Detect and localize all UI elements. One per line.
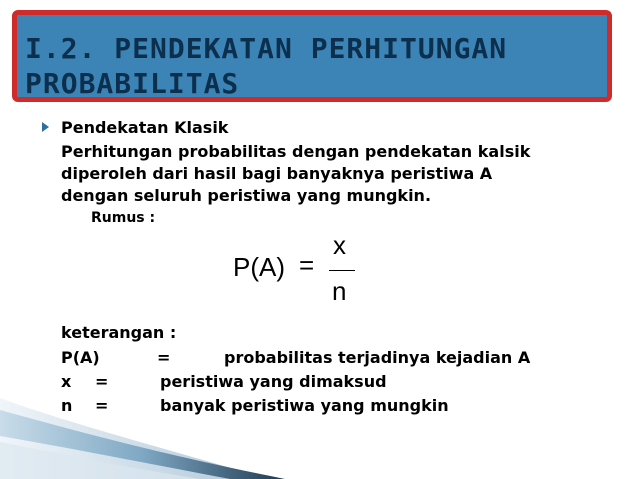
legend-desc: peristiwa yang dimaksud bbox=[160, 372, 387, 391]
formula-numerator: x bbox=[333, 230, 346, 260]
definition-paragraph bbox=[61, 141, 612, 207]
legend-desc: banyak peristiwa yang mungkin bbox=[160, 396, 449, 415]
title-line-1: I.2. PENDEKATAN PERHITUNGAN bbox=[25, 32, 508, 65]
fraction-bar bbox=[329, 270, 355, 271]
legend-desc: probabilitas terjadinya kejadian A bbox=[224, 348, 531, 367]
bullet-arrow-icon bbox=[42, 122, 49, 132]
slide-title bbox=[25, 31, 507, 101]
legend-term: P(A) bbox=[61, 348, 100, 367]
paragraph-line-3: dengan seluruh peristiwa yang mungkin. bbox=[61, 186, 432, 205]
legend-title: keterangan : bbox=[61, 323, 177, 342]
paragraph-line-1: Perhitungan probabilitas dengan pendekatan kalsik bbox=[61, 142, 531, 161]
bullet-heading: Pendekatan Klasik bbox=[61, 118, 229, 137]
decorative-swoosh bbox=[0, 380, 300, 479]
rumus-label: Rumus : bbox=[91, 210, 156, 226]
legend-equals: = bbox=[95, 396, 109, 415]
legend-term: n bbox=[61, 396, 73, 415]
title-box bbox=[12, 10, 612, 102]
formula-denominator: n bbox=[332, 276, 347, 306]
title-line-2: PROBABILITAS bbox=[25, 67, 240, 100]
legend-equals: = bbox=[157, 348, 171, 367]
formula-lhs: P(A) bbox=[233, 252, 285, 282]
legend-equals: = bbox=[95, 372, 109, 391]
probability-formula bbox=[233, 230, 363, 310]
paragraph-line-2: diperoleh dari hasil bagi banyaknya peristiwa A bbox=[61, 164, 493, 183]
formula-equals: = bbox=[299, 250, 315, 280]
legend-term: x bbox=[61, 372, 72, 391]
